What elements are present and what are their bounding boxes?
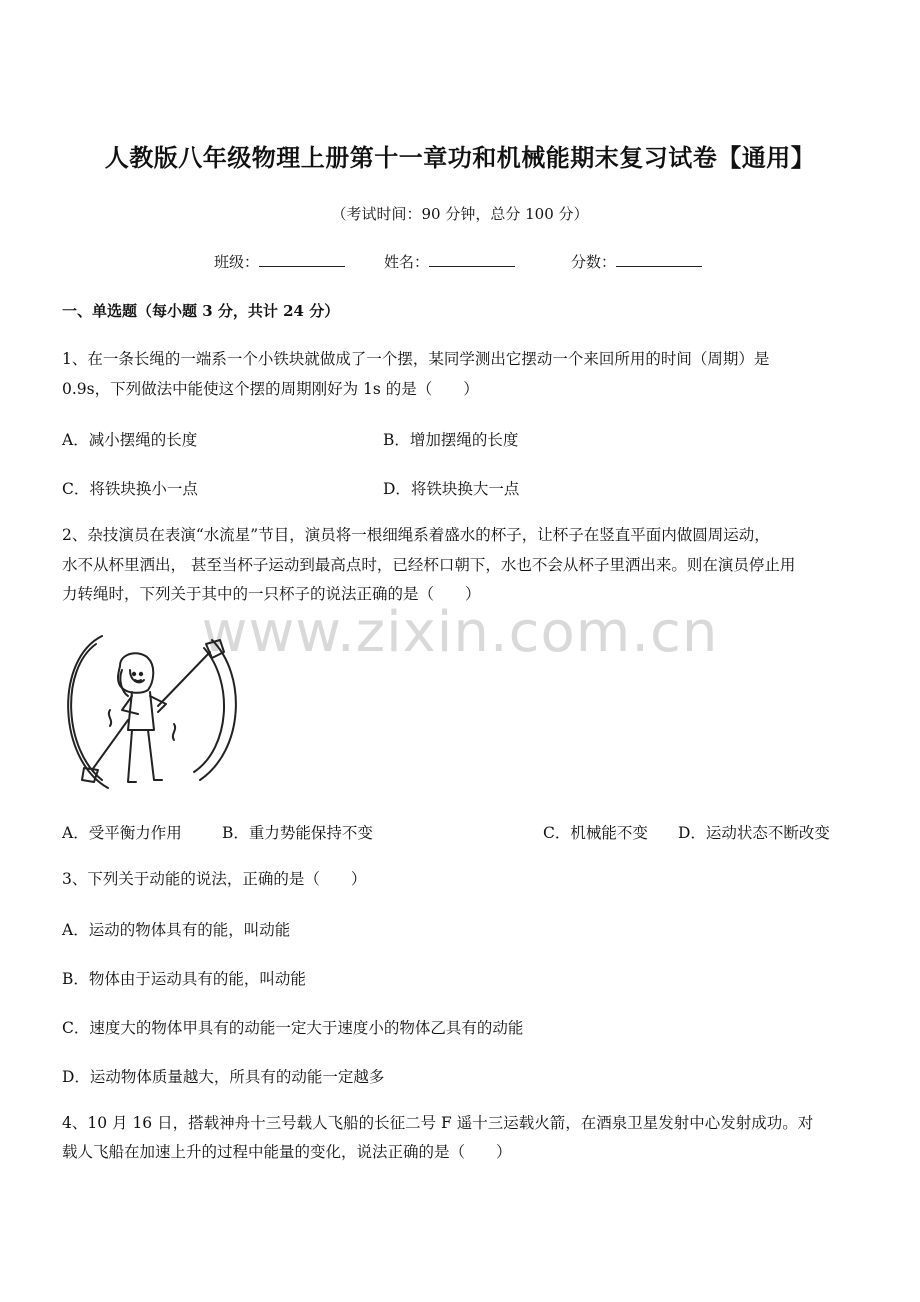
question-2-option-a: A．受平衡力作用 bbox=[62, 824, 182, 842]
question-4-line-1: 4、10 月 16 日，搭载神舟十三号载人飞船的长征二号 F 遥十三运载火箭，在酒泉卫星发射中心发射成功。对 bbox=[62, 1114, 814, 1132]
watermark: www.zixin.com.cn bbox=[201, 600, 719, 665]
exam-subtitle: （考试时间：90 分钟，总分 100 分） bbox=[331, 205, 589, 223]
question-2-option-c: C．机械能不变 bbox=[543, 824, 648, 842]
score-field bbox=[571, 251, 702, 272]
question-3-line-1: 3、下列关于动能的说法，正确的是（ ） bbox=[62, 870, 367, 888]
question-3-option-a: A．运动的物体具有的能，叫动能 bbox=[62, 921, 291, 939]
question-1-option-b: B．增加摆绳的长度 bbox=[383, 431, 519, 449]
question-2-line-2: 水不从杯里洒出， 甚至当杯子运动到最高点时，已经杯口朝下，水也不会从杯子里洒出来。则在演员停止用 bbox=[62, 556, 796, 574]
class-field bbox=[214, 251, 345, 272]
question-1-option-a: A．减小摆绳的长度 bbox=[62, 431, 198, 449]
question-2-option-b: B．重力势能保持不变 bbox=[222, 824, 373, 842]
class-label: 班级： bbox=[214, 253, 260, 271]
question-1-line-1: 1、在一条长绳的一端系一个小铁块就做成了一个摆，某同学测出它摆动一个来回所用的时间（周期）是 bbox=[62, 350, 770, 368]
name-field bbox=[384, 251, 515, 272]
score-label: 分数： bbox=[571, 253, 617, 271]
question-1-option-c: C．将铁块换小一点 bbox=[62, 480, 198, 498]
question-3-option-b: B．物体由于运动具有的能，叫动能 bbox=[62, 970, 306, 988]
question-2-line-3: 力转绳时，下列关于其中的一只杯子的说法正确的是（ ） bbox=[62, 585, 481, 603]
class-blank bbox=[259, 252, 345, 267]
question-2-option-d: D．运动状态不断改变 bbox=[678, 824, 830, 842]
score-blank bbox=[616, 252, 702, 267]
exam-title: 人教版八年级物理上册第十一章功和机械能期末复习试卷【通用】 bbox=[104, 143, 816, 172]
question-2-line-1: 2、杂技演员在表演“水流星”节目，演员将一根细绳系着盛水的杯子，让杯子在竖直平面内做圆周运动， bbox=[62, 526, 770, 544]
section-heading: 一、单选题（每小题 3 分，共计 24 分） bbox=[62, 302, 340, 320]
question-1-line-2: 0.9s，下列做法中能使这个摆的周期刚好为 1s 的是（ ） bbox=[62, 380, 479, 398]
water-meteor-illustration bbox=[62, 630, 244, 796]
name-label: 姓名： bbox=[384, 253, 430, 271]
question-1-option-d: D．将铁块换大一点 bbox=[383, 480, 520, 498]
question-3-option-c: C．速度大的物体甲具有的动能一定大于速度小的物体乙具有的动能 bbox=[62, 1019, 524, 1037]
question-4-line-2: 载人飞船在加速上升的过程中能量的变化，说法正确的是（ ） bbox=[62, 1143, 512, 1161]
name-blank bbox=[429, 252, 515, 267]
question-3-option-d: D．运动物体质量越大，所具有的动能一定越多 bbox=[62, 1068, 385, 1086]
